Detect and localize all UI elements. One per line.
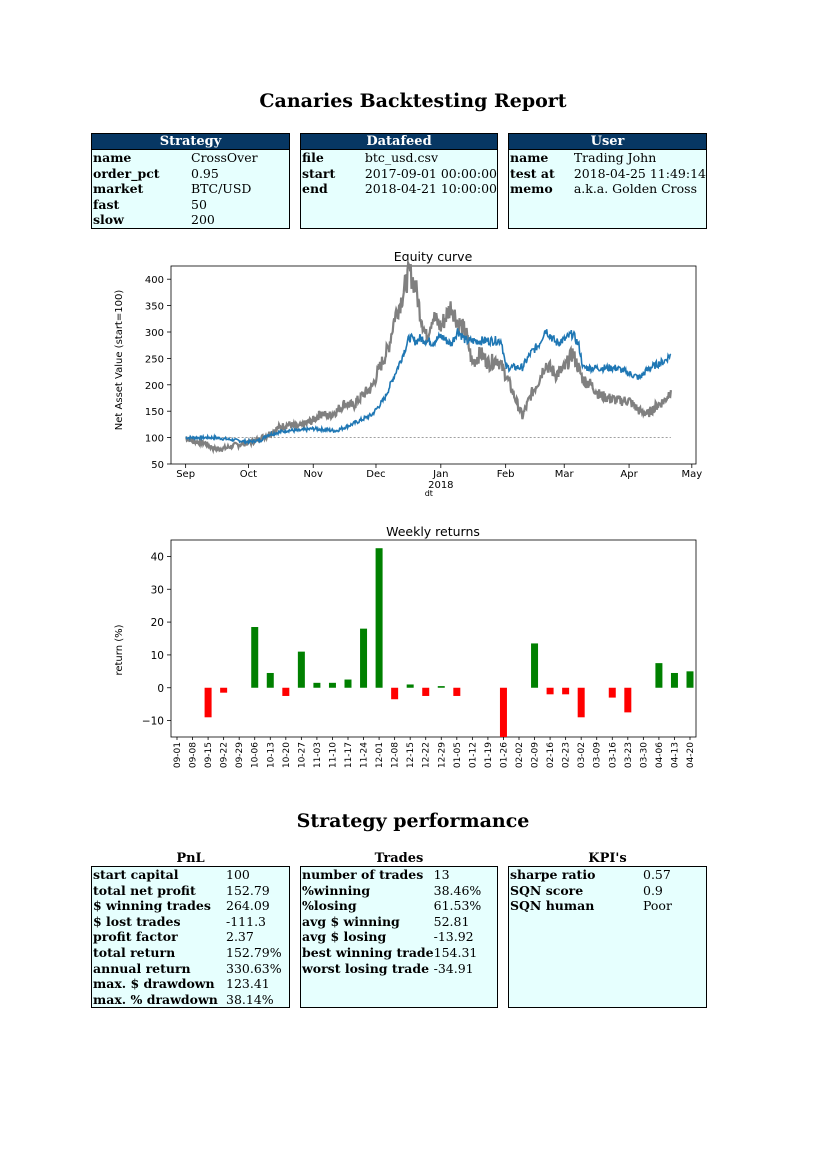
user-box xyxy=(508,133,707,229)
bar xyxy=(624,688,631,713)
table-row xyxy=(93,976,282,992)
returns-plot-frame xyxy=(171,540,696,737)
returns-chart xyxy=(100,522,720,777)
kpis-table xyxy=(510,867,672,914)
row-key: total net profit xyxy=(93,882,196,898)
row-key: $ lost trades xyxy=(93,913,181,929)
table-row xyxy=(302,961,481,977)
bar xyxy=(267,673,274,688)
pnl-table xyxy=(93,867,282,1007)
table-row xyxy=(510,150,706,166)
equity-ylabel-svg xyxy=(108,290,128,430)
bar xyxy=(453,688,460,696)
y-tick-label: 400 xyxy=(144,275,164,287)
table-row xyxy=(302,883,481,899)
x-tick-label: Feb xyxy=(496,469,515,480)
row-key: profit factor xyxy=(93,929,178,945)
row-key: number of trades xyxy=(302,867,424,882)
trades-table xyxy=(302,867,481,976)
table-row xyxy=(93,945,282,961)
datafeed-header: Datafeed xyxy=(301,134,497,150)
row-value: a.k.a. Golden Cross xyxy=(573,181,698,197)
table-row xyxy=(302,898,481,914)
row-value: 50 xyxy=(191,196,207,212)
row-key: order_pct xyxy=(93,165,160,181)
row-value: 2017-09-01 00:00:00 xyxy=(364,165,497,181)
x-tick-label: 12-29 xyxy=(437,742,448,769)
bar xyxy=(687,671,694,687)
x-tick-label: 09-29 xyxy=(235,742,246,769)
x-tick-label: 04-20 xyxy=(686,742,696,769)
performance-title: Strategy performance xyxy=(296,810,530,832)
bar xyxy=(391,688,398,699)
row-key: start xyxy=(302,165,336,181)
row-key: start capital xyxy=(93,867,179,882)
y-tick-label: 250 xyxy=(144,354,164,366)
table-row xyxy=(510,166,706,182)
x-tick-label: Sep xyxy=(176,469,196,480)
x-tick-label: 03-09 xyxy=(592,742,603,769)
pnl-box xyxy=(91,866,290,1008)
report-title: Canaries Backtesting Report xyxy=(259,90,567,112)
table-row xyxy=(510,883,672,899)
x-tick-label: 02-09 xyxy=(530,742,541,769)
table-row xyxy=(510,867,672,883)
table-row xyxy=(302,945,481,961)
x-tick-label: 11-10 xyxy=(328,742,339,769)
row-value: 2018-04-21 10:00:00 xyxy=(364,181,497,197)
bar xyxy=(578,688,585,718)
row-value: 123.41 xyxy=(226,976,270,992)
equity-plot-frame xyxy=(171,266,696,464)
x-tick-label: Dec xyxy=(366,469,386,480)
row-value: 0.9 xyxy=(643,882,663,898)
strategy-box xyxy=(91,133,290,229)
x-tick-label: Nov xyxy=(303,469,323,480)
bar xyxy=(671,673,678,688)
table-row xyxy=(93,166,258,182)
row-value: 152.79 xyxy=(226,882,270,898)
x-tick-label: 10-13 xyxy=(266,742,277,769)
x-tick-label: 01-26 xyxy=(499,742,510,769)
returns-chart-title: Weekly returns xyxy=(386,524,480,539)
pnl-header: PnL xyxy=(176,851,205,866)
datafeed-table xyxy=(302,150,497,197)
table-row xyxy=(302,166,497,182)
table-row xyxy=(93,867,282,883)
y-tick-label: 40 xyxy=(150,551,164,564)
x-tick-label: 09-01 xyxy=(173,742,183,769)
row-key: sharpe ratio xyxy=(510,867,596,882)
bar xyxy=(547,688,554,695)
bar xyxy=(329,683,336,688)
x-tick-label: May xyxy=(681,469,703,480)
kpis-box xyxy=(508,866,707,1008)
row-key: fast xyxy=(93,196,120,212)
row-value: 152.79% xyxy=(226,944,282,960)
row-value: 154.31 xyxy=(433,944,478,960)
bar xyxy=(313,683,320,688)
row-key: avg $ winning xyxy=(302,913,400,929)
row-value: 0.57 xyxy=(643,867,671,882)
equity-chart-title: Equity curve xyxy=(393,249,473,264)
row-value: -34.91 xyxy=(433,960,474,976)
row-key: avg $ losing xyxy=(302,929,387,945)
row-value: 38.46% xyxy=(433,882,482,898)
row-key: name xyxy=(93,150,132,165)
row-key: max. % drawdown xyxy=(93,991,218,1007)
row-value: 2.37 xyxy=(226,929,254,945)
row-key: annual return xyxy=(93,960,191,976)
row-key: SQN human xyxy=(510,898,595,914)
trades-box xyxy=(300,866,498,1008)
row-value: 38.14% xyxy=(226,991,274,1007)
row-value: BTC/USD xyxy=(191,181,252,197)
equity-chart-ylabel-text: Net Asset Value (start=100) xyxy=(114,290,125,430)
table-row xyxy=(93,150,258,166)
table-row xyxy=(510,181,706,197)
x-tick-label: 02-23 xyxy=(561,742,572,769)
x-tick-label: Apr xyxy=(620,469,638,480)
x-tick-label: 12-08 xyxy=(390,742,401,769)
bar xyxy=(251,627,258,688)
x-year-label: 2018 xyxy=(428,480,454,491)
y-tick-label: 200 xyxy=(144,380,164,392)
x-tick-label: 03-02 xyxy=(577,742,588,769)
returns-chart-ylabel: return (%) xyxy=(114,624,125,676)
bar xyxy=(422,688,429,696)
row-key: max. $ drawdown xyxy=(93,976,215,992)
table-row xyxy=(302,150,497,166)
kpis-header: KPI's xyxy=(588,851,627,866)
table-row xyxy=(93,197,258,213)
x-tick-label: 02-02 xyxy=(515,742,525,769)
row-key: total return xyxy=(93,944,176,960)
table-row xyxy=(302,929,481,945)
x-tick-label: 03-16 xyxy=(608,742,619,769)
bar xyxy=(298,652,305,688)
datafeed-box xyxy=(300,133,498,229)
y-tick-label: 10 xyxy=(150,649,164,662)
bar xyxy=(407,684,414,687)
row-value: 2018-04-25 11:49:14 xyxy=(573,165,706,181)
row-value: 13 xyxy=(433,867,450,882)
bar xyxy=(655,663,662,688)
strategy-header: Strategy xyxy=(92,134,289,150)
bar xyxy=(345,680,352,688)
row-key: worst losing trade xyxy=(302,960,430,976)
x-tick-label: Jan xyxy=(433,469,449,480)
row-value: CrossOver xyxy=(191,150,258,165)
x-tick-label: 11-24 xyxy=(359,742,370,769)
table-row xyxy=(93,181,258,197)
row-key: test at xyxy=(510,165,555,181)
x-tick-label: 12-01 xyxy=(375,742,386,769)
row-value: Trading John xyxy=(573,150,657,165)
x-tick-label: 10-06 xyxy=(250,742,261,769)
y-tick-label: 300 xyxy=(144,328,164,339)
x-tick-label: 12-15 xyxy=(406,742,417,769)
row-value: 100 xyxy=(226,867,250,882)
row-key: name xyxy=(510,150,549,165)
row-key: best winning trade xyxy=(302,944,434,960)
table-row xyxy=(93,898,282,914)
x-tick-label: 04-13 xyxy=(670,742,681,769)
x-tick-label: 09-22 xyxy=(219,742,230,769)
row-value: btc_usd.csv xyxy=(364,150,439,165)
row-value: Poor xyxy=(643,898,672,914)
strategy-series-line xyxy=(186,328,671,443)
row-value: 200 xyxy=(191,212,215,228)
x-tick-label: Oct xyxy=(239,469,258,480)
bar xyxy=(438,686,445,688)
y-tick-label: 0 xyxy=(157,682,164,695)
row-value: 264.09 xyxy=(226,898,270,914)
row-value: 61.53% xyxy=(433,898,482,914)
row-key: market xyxy=(93,181,144,197)
row-value: 52.81 xyxy=(433,913,470,929)
row-key: file xyxy=(302,150,324,165)
x-tick-label: 11-03 xyxy=(312,742,323,769)
bar xyxy=(205,688,212,718)
row-key: slow xyxy=(93,212,124,228)
y-tick-label: 20 xyxy=(150,617,164,630)
row-key: memo xyxy=(510,181,553,197)
y-tick-label: 30 xyxy=(150,584,164,597)
x-tick-label: 11-17 xyxy=(344,742,354,769)
row-key: $ winning trades xyxy=(93,898,211,914)
x-tick-label: 10-27 xyxy=(297,742,308,769)
table-row xyxy=(93,929,282,945)
bar xyxy=(609,688,616,698)
y-tick-label: −10 xyxy=(141,715,164,728)
x-tick-label: Mar xyxy=(554,469,574,480)
table-row xyxy=(302,914,481,930)
bar xyxy=(360,629,367,688)
table-row xyxy=(93,883,282,899)
row-value: -111.3 xyxy=(226,913,267,929)
row-value: 0.95 xyxy=(191,165,219,181)
table-row xyxy=(93,212,258,228)
bar xyxy=(376,548,383,688)
table-row xyxy=(302,181,497,197)
table-row xyxy=(93,961,282,977)
x-tick-label: 09-08 xyxy=(188,742,199,769)
trades-header: Trades xyxy=(374,851,424,866)
x-tick-label: 03-30 xyxy=(639,742,650,769)
table-row xyxy=(302,867,481,883)
row-key: %winning xyxy=(302,882,371,898)
x-tick-label: 01-05 xyxy=(452,742,463,769)
table-row xyxy=(510,898,672,914)
user-table xyxy=(510,150,706,197)
x-tick-label: 03-23 xyxy=(623,742,634,769)
row-value: -13.92 xyxy=(433,929,474,945)
user-header: User xyxy=(509,134,706,150)
table-row xyxy=(93,914,282,930)
x-tick-label: 12-22 xyxy=(421,742,432,769)
row-key: SQN score xyxy=(510,882,584,898)
row-value: 330.63% xyxy=(226,960,282,976)
x-tick-label: 01-19 xyxy=(483,742,494,769)
equity-chart xyxy=(100,248,720,498)
x-tick-label: 09-15 xyxy=(204,742,215,769)
row-key: %losing xyxy=(302,898,357,914)
y-tick-label: 50 xyxy=(151,460,164,471)
y-tick-label: 350 xyxy=(144,301,164,313)
y-tick-label: 150 xyxy=(144,407,164,419)
bar xyxy=(531,643,538,687)
x-tick-label: 01-12 xyxy=(468,742,479,769)
bar xyxy=(282,688,289,696)
x-tick-label: 02-16 xyxy=(546,742,557,769)
row-key: end xyxy=(302,181,328,197)
x-tick-label: 04-06 xyxy=(654,742,665,769)
returns-ylabel-svg xyxy=(108,600,128,700)
benchmark-series-line xyxy=(186,263,671,451)
x-tick-label: 10-20 xyxy=(281,742,292,769)
bar xyxy=(500,688,507,737)
strategy-table xyxy=(93,150,258,228)
y-tick-label: 100 xyxy=(144,433,164,445)
table-row xyxy=(93,992,282,1008)
bar xyxy=(562,688,569,695)
bar xyxy=(220,688,227,693)
x-axis-label: dt xyxy=(424,489,433,498)
